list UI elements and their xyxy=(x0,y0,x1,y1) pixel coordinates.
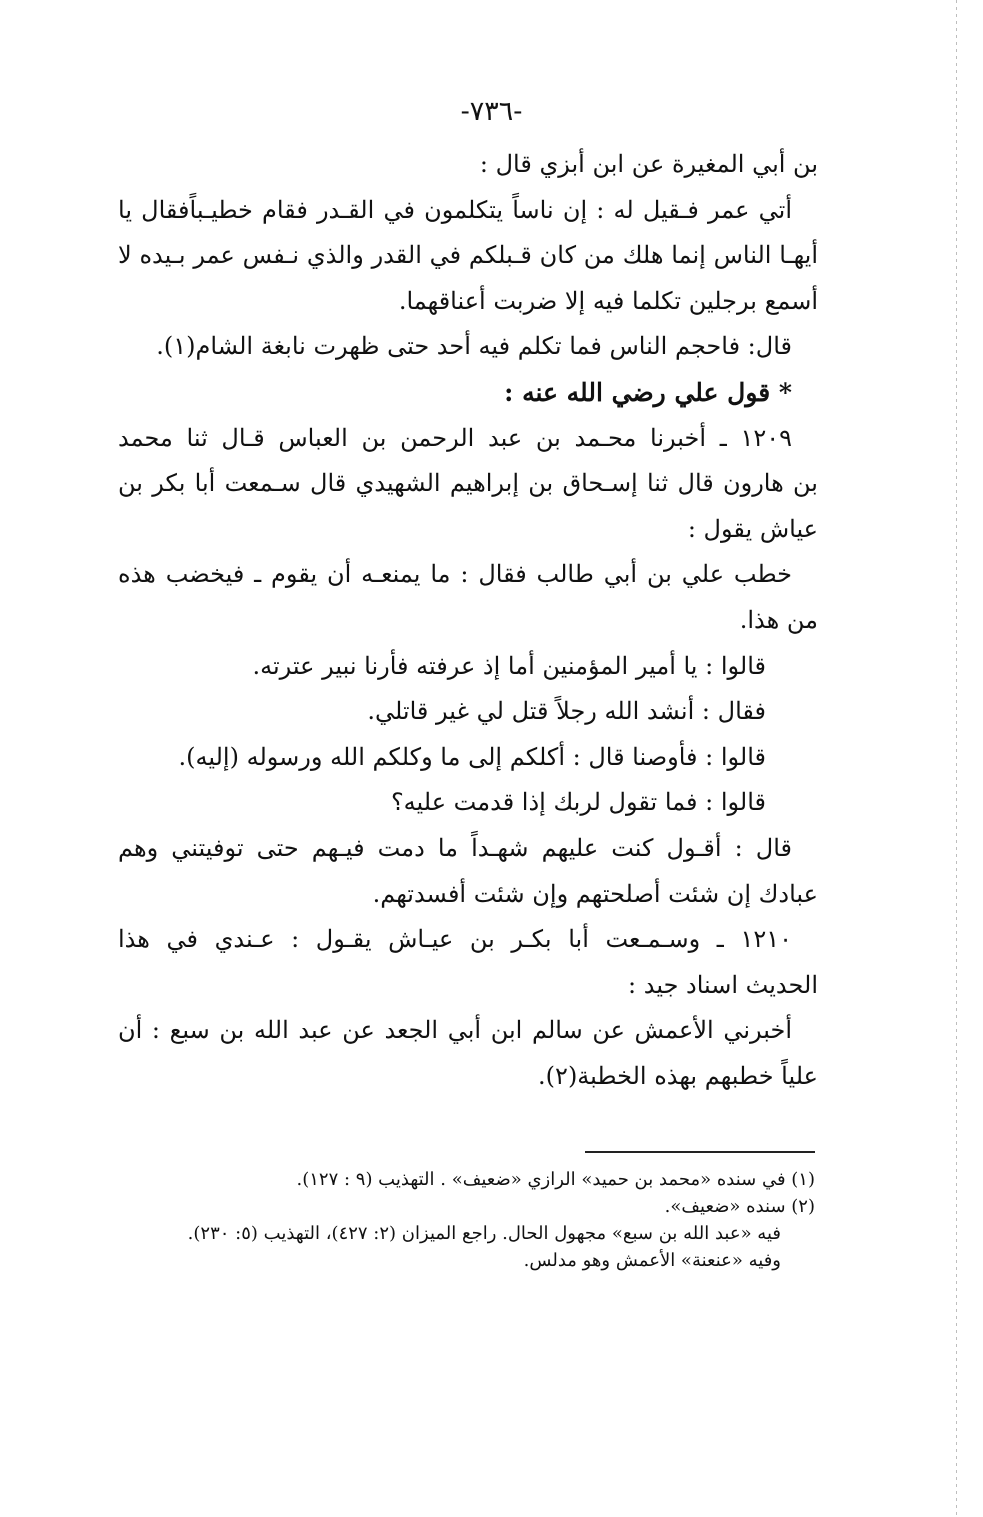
text-line: عبادك إن شئت أصلحتهم وإن شئت أفسدتهم. xyxy=(372,879,818,908)
main-text-block xyxy=(118,142,818,1099)
text-line: بن أبي المغيرة عن ابن أبزي قال : xyxy=(479,150,818,178)
text-line: ١٢٠٩ ـ أخبرنا محـمد بن عبد الرحمن بن العباس قـال ثنا محمد xyxy=(118,423,792,452)
footnote-line: فيه «عبد الله بن سبع» مجهول الحال. راجع الميزان (٢: ٤٢٧)، التهذيب (٥: ٢٣٠). xyxy=(187,1223,781,1244)
text-line: قالوا : فما تقول لربك إذا قدمت عليه؟ xyxy=(390,788,766,817)
text-line: خطب علي بن أبي طالب فقال : ما يمنعـه أن يقوم ـ فيخضب هذه xyxy=(118,560,792,589)
text-line: أسمع برجلين تكلما فيه إلا ضربت أعناقهما. xyxy=(398,286,818,315)
footnote-line: (٢) سنده «ضعيف». xyxy=(664,1196,815,1217)
footnote-line: (١) في سنده «محمد بن حميد» الرازي «ضعيف» . التهذيب (٩ : ١٢٧). xyxy=(296,1169,815,1190)
scan-edge-mark xyxy=(956,0,957,1517)
footnote-line: وفيه «عنعنة» الأعمش وهو مدلس. xyxy=(523,1250,781,1271)
text-line: ١٢١٠ ـ وسـمـعت أبا بكـر بن عيـاش يقـول : عـندي في هذا xyxy=(118,925,792,954)
text-line: قال: فاحجم الناس فما تكلم فيه أحد حتى ظهرت نابغة الشام(١). xyxy=(156,332,792,361)
text-line: عياش يقول : xyxy=(687,514,818,543)
text-line: * قول علي رضي الله عنه : xyxy=(504,377,792,407)
text-line: قال : أقـول كنت عليهم شهـداً ما دمت فيـهم حتى توفيتني وهم xyxy=(118,833,792,862)
text-line: أيهـا الناس إنما هلك من كان قـبلكم في القدر والذي نـفس عمر بـيده لا xyxy=(118,241,818,270)
text-line: بن هارون قال ثنا إسـحاق بن إبراهيم الشهيدي قال سـمعت أبا بكر بن xyxy=(118,469,818,498)
text-line: أخبرني الأعمش عن سالم ابن أبي الجعد عن عبد الله بن سبع : أن xyxy=(118,1016,792,1045)
text-line: قالوا : يا أمير المؤمنين أما إذ عرفته فأرنا نبير عترته. xyxy=(252,651,766,680)
footnotes-block xyxy=(130,1166,815,1274)
text-line: أتي عمر فـقيل له : إن ناساً يتكلمون في القـدر فقام خطيـباًفقال يا xyxy=(118,195,792,224)
text-line: من هذا. xyxy=(739,605,818,634)
text-line: فقال : أنشد الله رجلاً قتل لي غير قاتلي. xyxy=(367,697,766,726)
text-line: علياً خطبهم بهذه الخطبة(٢). xyxy=(538,1061,818,1090)
page-number: -٧٣٦- xyxy=(460,96,523,127)
text-line: الحديث اسناد جيد : xyxy=(628,970,818,999)
footnote-separator xyxy=(585,1151,815,1153)
text-line: قالوا : فأوصنا قال : أكلكم إلى ما وكلكم الله ورسوله (إليه). xyxy=(178,742,766,771)
